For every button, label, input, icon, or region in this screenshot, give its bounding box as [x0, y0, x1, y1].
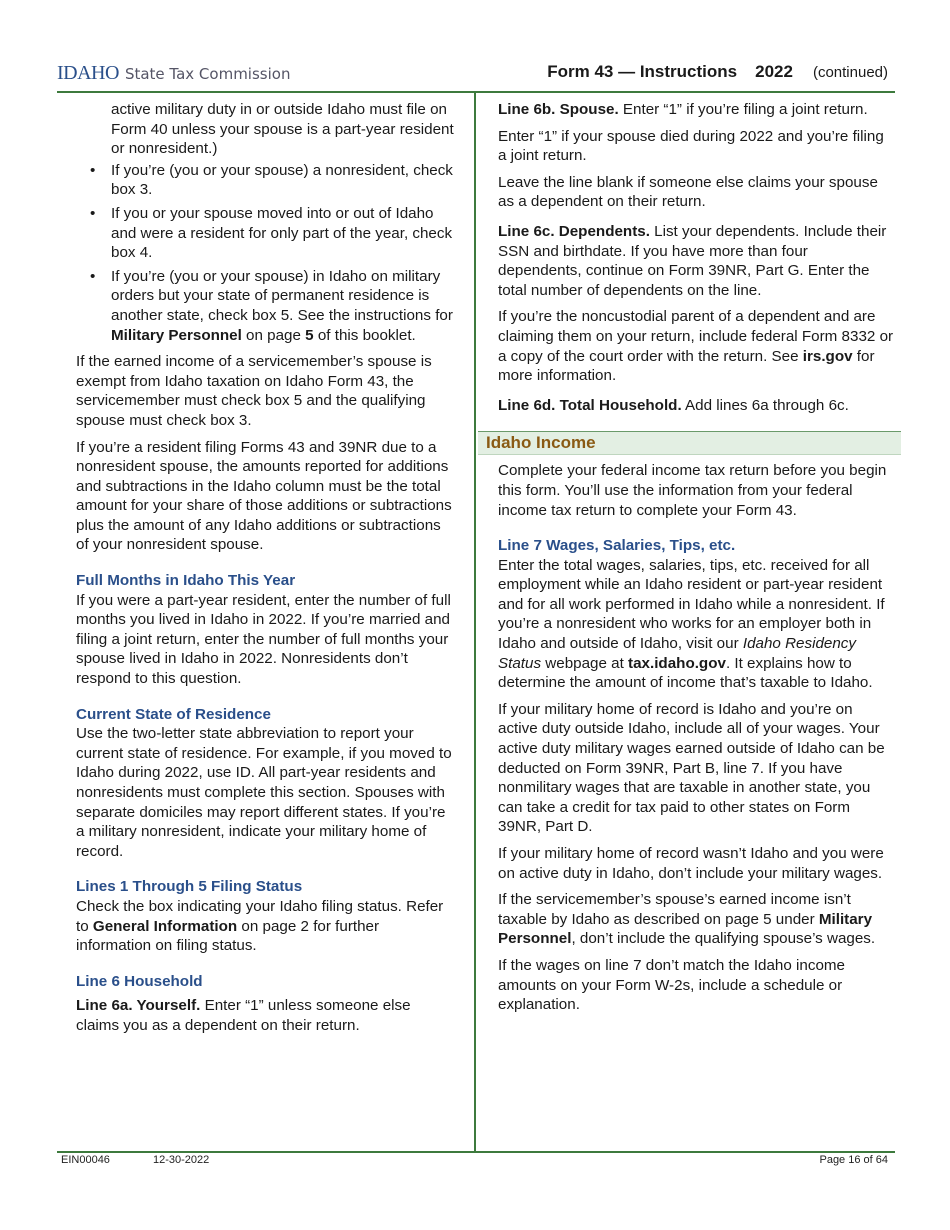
footer-rule	[57, 1151, 895, 1153]
column-divider	[474, 93, 476, 1151]
household-heading: Line 6 Household	[76, 972, 203, 990]
general-information-ref: General Information	[92, 917, 238, 935]
header-title	[547, 62, 888, 82]
military-personnel-ref: Military Personnel	[498, 910, 873, 948]
line-6c-text: Line 6c. Dependents. List your dependents. Include their SSN and birthdate. If you have more than four dependents, continue on Form 39NR, Part G. Enter the total number of dependents on the line.	[498, 222, 887, 299]
bullet-item: • If you’re (you or your spouse) in Idaho on military orders but your state of permanent residence is another state, check box 5. See the instructions for Military Personnel on page 5 of this booklet.	[111, 267, 456, 345]
line-6c-noncustodial: If you’re the noncustodial parent of a dependent and are claiming them on your return, include federal Form 8332 or a copy of the court order with the return. See irs.gov for more information.	[498, 308, 894, 385]
form-year: 2022	[755, 62, 793, 81]
line-7-heading: Line 7 Wages, Salaries, Tips, etc.	[498, 537, 736, 555]
line-6d-text: Line 6d. Total Household. Add lines 6a through 6c.	[498, 396, 849, 414]
filing-box-bullets	[76, 161, 456, 345]
military-wages-paragraph: If your military home of record is Idaho and you’re on active duty outside Idaho, include all of your wages. Your active duty military wages earned outside of Idaho can be deducted on Form 39NR, Part B, line 7. If you have nonmilitary wages that are taxable in another state, you can take a credit for tax paid to other states on Form 39NR, Part D.	[498, 700, 885, 836]
income-intro: Complete your federal income tax return before you begin this form. You’ll use the information from your federal income tax return to complete your Form 43.	[498, 462, 887, 519]
page-header	[0, 0, 950, 92]
line-6a-text: Line 6a. Yourself. Enter “1” unless someone else claims you as a dependent on their return.	[76, 997, 411, 1034]
full-months-text: If you were a part-year resident, enter the number of full months you lived in Idaho in 2022. If you’re married and filing a joint return, enter the number of full months your spouse lived in Idaho in 2022. Nonresidents don’t respond to this question.	[76, 591, 451, 688]
filing-status-text: Check the box indicating your Idaho filing status. Refer to General Information on page 2 for further information on filing status.	[76, 897, 444, 955]
spouse-wages-paragraph: If the servicemember’s spouse’s earned income isn’t taxable by Idaho as described on page 5 under Military Personnel, don’t include the qualifying spouse’s wages.	[498, 891, 876, 948]
spouse-exempt-paragraph: If the earned income of a servicemember’s spouse is exempt from Idaho taxation on Idaho Form 43, the servicemember must check box 5 and the qualifying spouse must check box 3.	[76, 353, 432, 429]
line-6c-label: Line 6c. Dependents.	[498, 222, 650, 240]
tax-idaho-link[interactable]: tax.idaho.gov	[628, 654, 726, 672]
line-6b-label: Line 6b. Spouse.	[498, 101, 619, 118]
logo-wordmark: IDAHO	[57, 62, 119, 84]
line-7-text: Enter the total wages, salaries, tips, etc. received for all employment while an Idaho resident or part-year resident and for all work performed in Idaho while a nonresident. If you’re a nonresident who works for an employer both in Idaho and outside of Idaho, visit our Idaho Residency Status webpage at tax.idaho.gov. It explains how to determine the amount of income that’s taxable to Idaho.	[498, 556, 885, 692]
line-6b-deceased: Enter “1” if your spouse died during 2022 and you’re filing a joint return.	[498, 127, 884, 165]
continued-paragraph: active military duty in or outside Idaho must file on Form 40 unless your spouse is a part-year resident or nonresident.)	[111, 101, 454, 158]
bullet-item: • If you’re (you or your spouse) a nonresident, check box 3.	[111, 161, 456, 200]
irs-link[interactable]: irs.gov	[802, 347, 853, 365]
line-6b-text: Line 6b. Spouse. Enter “1” if you’re filing a joint return.	[498, 101, 868, 118]
left-column	[76, 100, 456, 1043]
military-personnel-ref: Military Personnel	[111, 326, 242, 344]
continued-label: (continued)	[812, 64, 888, 81]
line-6a-label: Line 6a. Yourself.	[76, 997, 201, 1015]
right-column	[486, 100, 894, 1022]
residency-status-ref: Idaho Residency Status	[498, 635, 856, 672]
page-number: Page 16 of 64	[819, 1154, 888, 1166]
state-residence-heading: Current State of Residence	[76, 705, 271, 723]
bullet-item: • If you or your spouse moved into or out of Idaho and were a resident for only part of the year, check box 4.	[111, 204, 456, 263]
military-non-idaho-paragraph: If your military home of record wasn’t Idaho and you were on active duty in Idaho, don’t include your military wages.	[498, 845, 884, 882]
form-title: Form 43 — Instructions	[547, 62, 738, 81]
idaho-income-section-heading: Idaho Income	[478, 431, 901, 455]
state-residence-text: Use the two-letter state abbreviation to report your current state of residence. For example, if you moved to Idaho during 2022, use ID. All part-year residents and nonresidents must complete this section. Spouses with separate domiciles may report different states. If you’re a military nonresident, indicate your military home of record.	[76, 725, 452, 860]
agency-name: State Tax Commission	[124, 65, 291, 83]
idaho-logo	[57, 62, 290, 85]
revision-date: 12-30-2022	[153, 1154, 210, 1166]
w2-mismatch-paragraph: If the wages on line 7 don’t match the Idaho income amounts on your Form W-2s, include a schedule or explanation.	[498, 956, 845, 1014]
line-6d-label: Line 6d. Total Household.	[498, 396, 682, 414]
filing-status-heading: Lines 1 Through 5 Filing Status	[76, 878, 303, 896]
full-months-heading: Full Months in Idaho This Year	[76, 572, 296, 590]
header-rule	[57, 91, 895, 93]
form-code: EIN00046	[61, 1154, 110, 1166]
line-6b-blank: Leave the line blank if someone else claims your spouse as a dependent on their return.	[498, 173, 878, 211]
resident-filing-paragraph: If you’re a resident filing Forms 43 and 39NR due to a nonresident spouse, the amounts reported for additions and subtractions in the Idaho column must be the total amount for your share of those additions or subtractions plus the amount of any Idaho additions or subtractions of your nonresident spouse.	[76, 438, 452, 554]
